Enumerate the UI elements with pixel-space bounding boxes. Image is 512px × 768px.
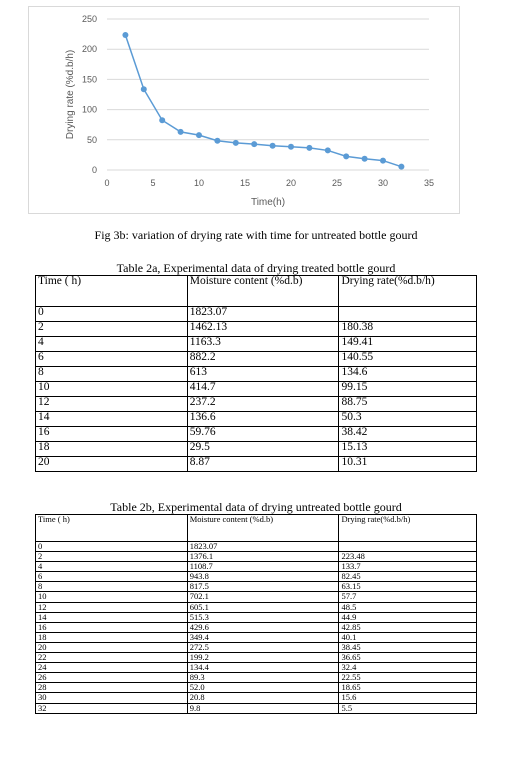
y-axis-title: Drying rate (%d.b/h) bbox=[65, 49, 76, 140]
data-point bbox=[343, 153, 349, 159]
time-cell: 32 bbox=[36, 703, 188, 713]
time-cell: 2 bbox=[36, 552, 188, 562]
data-point bbox=[214, 138, 220, 144]
moisture-cell: 20.8 bbox=[187, 693, 339, 703]
data-point bbox=[159, 117, 165, 123]
data-point bbox=[233, 140, 239, 146]
column-header-time: Time ( h) bbox=[36, 276, 188, 307]
table-row bbox=[36, 352, 477, 367]
x-tick-label: 25 bbox=[331, 178, 343, 188]
time-cell: 8 bbox=[36, 582, 188, 592]
table-row bbox=[36, 703, 477, 713]
time-cell: 4 bbox=[36, 562, 188, 572]
time-cell: 6 bbox=[36, 352, 188, 367]
figure-caption: Fig 3b: variation of drying rate with time for untreated bottle gourd bbox=[94, 228, 418, 242]
time-cell: 14 bbox=[36, 612, 188, 622]
x-tick-label: 20 bbox=[285, 178, 297, 188]
data-point bbox=[141, 86, 147, 92]
data-point bbox=[380, 158, 386, 164]
moisture-cell: 237.2 bbox=[187, 397, 339, 412]
drying-rate-cell: 15.13 bbox=[339, 442, 477, 457]
moisture-cell: 136.6 bbox=[187, 412, 339, 427]
time-cell: 16 bbox=[36, 427, 188, 442]
x-tick-label: 10 bbox=[193, 178, 205, 188]
time-cell: 14 bbox=[36, 412, 188, 427]
table-row bbox=[36, 562, 477, 572]
table-row bbox=[36, 693, 477, 703]
moisture-cell: 605.1 bbox=[187, 602, 339, 612]
table-row bbox=[36, 653, 477, 663]
moisture-cell: 272.5 bbox=[187, 642, 339, 652]
drying-rate-cell: 99.15 bbox=[339, 382, 477, 397]
table-row bbox=[36, 322, 477, 337]
drying-rate-cell: 36.65 bbox=[339, 653, 477, 663]
moisture-cell: 349.4 bbox=[187, 632, 339, 642]
drying-rate-cell: 223.48 bbox=[339, 552, 477, 562]
moisture-cell: 613 bbox=[187, 367, 339, 382]
time-cell: 28 bbox=[36, 683, 188, 693]
time-cell: 2 bbox=[36, 322, 188, 337]
table-row bbox=[36, 673, 477, 683]
moisture-cell: 8.87 bbox=[187, 457, 339, 472]
moisture-cell: 702.1 bbox=[187, 592, 339, 602]
moisture-cell: 1163.3 bbox=[187, 337, 339, 352]
table-row bbox=[36, 622, 477, 632]
moisture-cell: 817.5 bbox=[187, 582, 339, 592]
data-point bbox=[196, 132, 202, 138]
drying-rate-cell: 149.41 bbox=[339, 337, 477, 352]
moisture-cell: 1462.13 bbox=[187, 322, 339, 337]
x-axis-title: Time(h) bbox=[250, 197, 286, 208]
moisture-cell: 414.7 bbox=[187, 382, 339, 397]
drying-rate-cell: 40.1 bbox=[339, 632, 477, 642]
time-cell: 30 bbox=[36, 693, 188, 703]
table-row bbox=[36, 632, 477, 642]
table-b-title: Table 2b, Experimental data of drying untreated bottle gourd bbox=[110, 500, 402, 514]
time-cell: 20 bbox=[36, 642, 188, 652]
data-point bbox=[398, 164, 404, 170]
table-row bbox=[36, 457, 477, 472]
data-point bbox=[178, 129, 184, 135]
moisture-cell: 1108.7 bbox=[187, 562, 339, 572]
drying-rate-cell: 133.7 bbox=[339, 562, 477, 572]
data-point bbox=[306, 145, 312, 151]
drying-rate-cell: 140.55 bbox=[339, 352, 477, 367]
x-tick-label: 30 bbox=[377, 178, 389, 188]
column-header-time: Time ( h) bbox=[36, 515, 188, 542]
drying-rate-cell: 82.45 bbox=[339, 572, 477, 582]
table-row bbox=[36, 612, 477, 622]
data-point bbox=[251, 141, 257, 147]
drying-rate-cell: 44.9 bbox=[339, 612, 477, 622]
time-cell: 8 bbox=[36, 367, 188, 382]
y-tick-label: 250 bbox=[81, 14, 97, 24]
time-cell: 10 bbox=[36, 382, 188, 397]
time-cell: 24 bbox=[36, 663, 188, 673]
data-point bbox=[270, 143, 276, 149]
drying-rate-cell: 134.6 bbox=[339, 367, 477, 382]
table-row bbox=[36, 552, 477, 562]
series-line bbox=[125, 35, 401, 167]
table-row bbox=[36, 582, 477, 592]
column-header-moisture: Moisture content (%d.b) bbox=[187, 515, 339, 542]
moisture-cell: 9.8 bbox=[187, 703, 339, 713]
x-tick-label: 35 bbox=[423, 178, 435, 188]
drying-rate-cell: 48.5 bbox=[339, 602, 477, 612]
drying-rate-cell: 38.45 bbox=[339, 642, 477, 652]
table-row bbox=[36, 412, 477, 427]
table-row bbox=[36, 683, 477, 693]
data-point bbox=[288, 144, 294, 150]
time-cell: 0 bbox=[36, 307, 188, 322]
time-cell: 6 bbox=[36, 572, 188, 582]
drying-rate-cell: 15.6 bbox=[339, 693, 477, 703]
table-a bbox=[35, 275, 477, 472]
column-header-moisture: Moisture content (%d.b) bbox=[187, 276, 339, 307]
drying-rate-cell bbox=[339, 542, 477, 552]
drying-rate-cell: 22.55 bbox=[339, 673, 477, 683]
table-a-title: Table 2a, Experimental data of drying treated bottle gourd bbox=[116, 261, 396, 275]
column-header-drying-rate: Drying rate(%d.b/h) bbox=[339, 515, 477, 542]
drying-rate-cell: 18.65 bbox=[339, 683, 477, 693]
moisture-cell: 515.3 bbox=[187, 612, 339, 622]
moisture-cell: 134.4 bbox=[187, 663, 339, 673]
table-row bbox=[36, 602, 477, 612]
time-cell: 12 bbox=[36, 602, 188, 612]
y-tick-label: 150 bbox=[81, 74, 97, 85]
table-row bbox=[36, 642, 477, 652]
time-cell: 20 bbox=[36, 457, 188, 472]
moisture-cell: 1376.1 bbox=[187, 552, 339, 562]
drying-rate-cell: 5.5 bbox=[339, 703, 477, 713]
drying-rate-cell: 180.38 bbox=[339, 322, 477, 337]
drying-rate-cell: 10.31 bbox=[339, 457, 477, 472]
table-row bbox=[36, 382, 477, 397]
drying-rate-cell: 38.42 bbox=[339, 427, 477, 442]
table-row bbox=[36, 367, 477, 382]
drying-rate-cell: 88.75 bbox=[339, 397, 477, 412]
moisture-cell: 943.8 bbox=[187, 572, 339, 582]
moisture-cell: 199.2 bbox=[187, 653, 339, 663]
moisture-cell: 52.0 bbox=[187, 683, 339, 693]
drying-rate-cell: 42.85 bbox=[339, 622, 477, 632]
data-point bbox=[122, 32, 128, 38]
x-tick-label: 5 bbox=[150, 178, 156, 188]
x-tick-label: 0 bbox=[104, 178, 110, 188]
time-cell: 12 bbox=[36, 397, 188, 412]
drying-rate-cell: 57.7 bbox=[339, 592, 477, 602]
moisture-cell: 29.5 bbox=[187, 442, 339, 457]
moisture-cell: 882.2 bbox=[187, 352, 339, 367]
y-tick-label: 50 bbox=[86, 134, 97, 145]
time-cell: 10 bbox=[36, 592, 188, 602]
table-row bbox=[36, 663, 477, 673]
moisture-cell: 429.6 bbox=[187, 622, 339, 632]
column-header-drying-rate: Drying rate(%d.b/h) bbox=[339, 276, 477, 307]
moisture-cell: 59.76 bbox=[187, 427, 339, 442]
data-point bbox=[325, 147, 331, 153]
drying-rate-chart bbox=[28, 6, 460, 214]
drying-rate-cell: 50.3 bbox=[339, 412, 477, 427]
y-tick-label: 0 bbox=[91, 165, 97, 175]
time-cell: 18 bbox=[36, 632, 188, 642]
table-row bbox=[36, 592, 477, 602]
time-cell: 26 bbox=[36, 673, 188, 683]
time-cell: 18 bbox=[36, 442, 188, 457]
data-point bbox=[362, 156, 368, 162]
y-tick-label: 200 bbox=[81, 44, 97, 55]
time-cell: 4 bbox=[36, 337, 188, 352]
drying-rate-cell: 63.15 bbox=[339, 582, 477, 592]
moisture-cell: 89.3 bbox=[187, 673, 339, 683]
y-tick-label: 100 bbox=[81, 104, 97, 115]
moisture-cell: 1823.07 bbox=[187, 542, 339, 552]
table-row bbox=[36, 337, 477, 352]
time-cell: 0 bbox=[36, 542, 188, 552]
table-row bbox=[36, 542, 477, 552]
table-row bbox=[36, 442, 477, 457]
x-tick-label: 15 bbox=[239, 178, 251, 188]
table-row bbox=[36, 572, 477, 582]
table-b bbox=[35, 514, 477, 714]
drying-rate-cell: 32.4 bbox=[339, 663, 477, 673]
time-cell: 22 bbox=[36, 653, 188, 663]
drying-rate-cell bbox=[339, 307, 477, 322]
moisture-cell: 1823.07 bbox=[187, 307, 339, 322]
chart-svg bbox=[29, 7, 461, 215]
time-cell: 16 bbox=[36, 622, 188, 632]
table-row bbox=[36, 307, 477, 322]
table-row bbox=[36, 397, 477, 412]
table-row bbox=[36, 427, 477, 442]
